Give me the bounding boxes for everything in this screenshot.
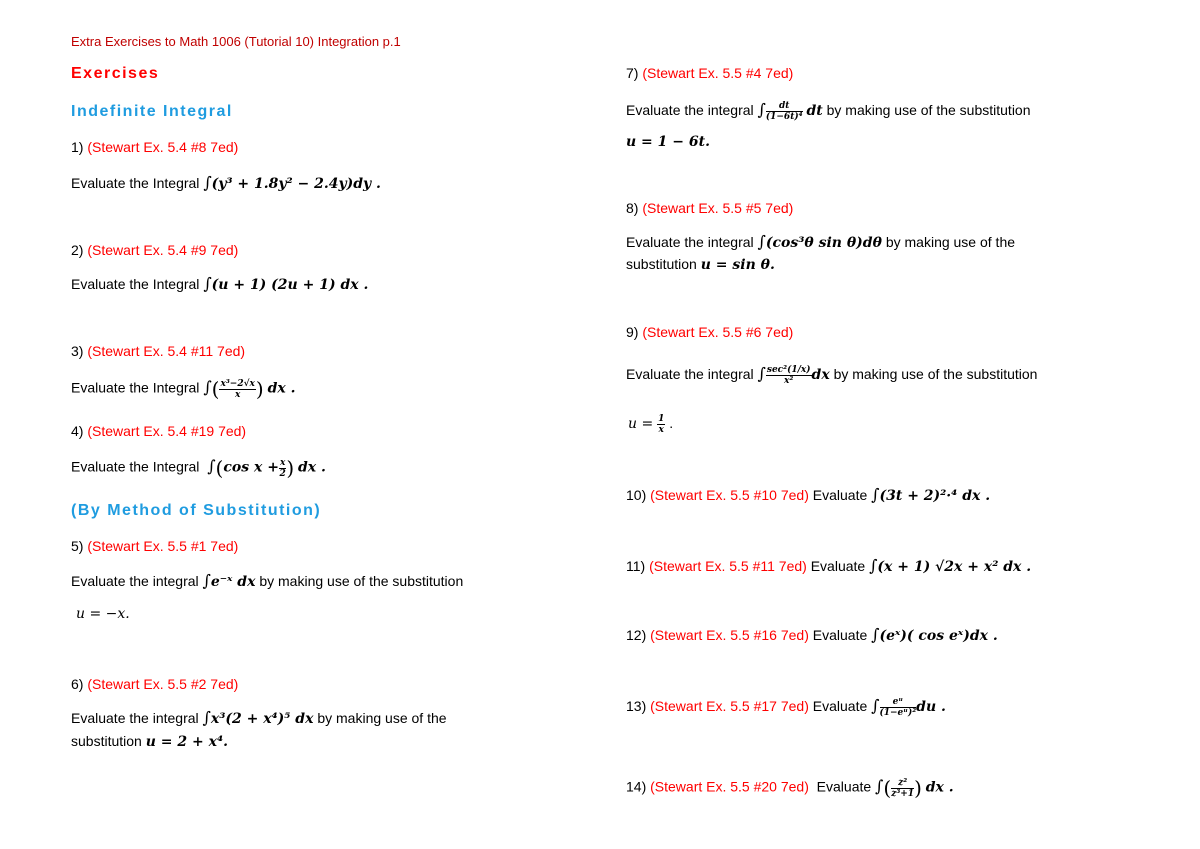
problem-number: 3): [71, 343, 84, 359]
problem-5-substitution: u = −x.: [76, 606, 130, 622]
problem-reference: (Stewart Ex. 5.5 #17 7ed): [650, 698, 809, 714]
problem-1-body: [71, 173, 381, 192]
page-header: Extra Exercises to Math 1006 (Tutorial 10) Integration p.1: [71, 34, 401, 49]
problem-9-heading: [626, 324, 793, 340]
instruction-text: substitution: [71, 733, 142, 749]
problem-number: 13): [626, 698, 647, 714]
problem-number: 6): [71, 676, 84, 692]
instruction-text: Evaluate the integral: [626, 102, 754, 118]
problem-3-heading: [71, 343, 245, 359]
substitution-expression: u = sin θ.: [700, 257, 775, 273]
integral-sign: ∫: [869, 556, 878, 575]
instruction-text: Evaluate the integral: [626, 234, 754, 250]
differential: dx: [811, 367, 830, 383]
integral-sign: ∫: [207, 456, 216, 476]
problem-5-heading: [71, 538, 238, 554]
problem-14: 14) (Stewart Ex. 5.5 #20 7ed) Evaluate ∫( $\frac{\text{z²}}{\text{z³+1}}$ ) dx .: [626, 776, 954, 800]
integral-sign: ∫: [757, 100, 766, 119]
problem-number: 11): [626, 558, 646, 574]
substitution-expression: u = 2 + x⁴.: [145, 734, 228, 750]
problem-5-body: [71, 571, 463, 590]
problem-number: 10): [626, 487, 647, 503]
integral-sign: ∫: [871, 625, 880, 644]
differential: dt: [806, 103, 823, 119]
problem-number: 9): [626, 324, 639, 340]
instruction-text: by making use of the substitution: [259, 573, 464, 589]
instruction-text: Evaluate the integral: [626, 366, 754, 382]
problem-6-body: [71, 708, 447, 727]
instruction-text: Evaluate: [816, 778, 872, 795]
differential: du .: [916, 699, 946, 715]
fraction: $\frac{dt}{\text{(1−6t)⁴}}$: [765, 100, 803, 122]
problem-3-body: Evaluate the Integral ∫( $\frac{\text{x³−2√x}}{x}$ ) dx .: [71, 377, 296, 401]
section-title-exercises: Exercises: [71, 65, 160, 82]
problem-7-heading: [626, 65, 793, 81]
integral-sign: ∫: [757, 364, 766, 383]
problem-reference: (Stewart Ex. 5.4 #11 7ed): [87, 343, 246, 359]
instruction-text: by making use of the substitution: [833, 366, 1038, 382]
problem-reference: (Stewart Ex. 5.5 #11 7ed): [649, 558, 807, 574]
integral-sign: ∫: [203, 173, 212, 192]
instruction-text: Evaluate the Integral: [71, 276, 200, 292]
problem-2-body: [71, 274, 368, 293]
instruction-text: Evaluate: [810, 558, 866, 574]
instruction-text: Evaluate: [812, 627, 868, 643]
integral-sign: ∫: [875, 776, 884, 796]
problem-8-body: [626, 232, 1015, 251]
integrand: (3t + 2)²·⁴ dx .: [879, 488, 991, 504]
integrand: cos x +: [223, 459, 279, 476]
problem-number: 14): [626, 778, 647, 795]
section-title-indefinite: Indefinite Integral: [71, 103, 233, 120]
problem-6-heading: [71, 676, 238, 692]
problem-7-body: [626, 100, 1031, 122]
problem-4-heading: [71, 423, 246, 439]
instruction-text: Evaluate the integral: [71, 573, 199, 589]
problem-reference: (Stewart Ex. 5.5 #4 7ed): [642, 65, 794, 81]
integral-sign: ∫: [202, 571, 211, 590]
integral-sign: ∫: [202, 708, 211, 727]
instruction-text: Evaluate the Integral: [71, 379, 200, 396]
integrand: (x + 1) √2x + x² dx .: [877, 559, 1032, 575]
fraction: $\frac{\text{sec²(1/x)}}{\text{x²}}$: [766, 364, 811, 386]
integrand: (u + 1) (2u + 1) dx .: [211, 277, 369, 293]
fraction: $\frac{1}{x}$: [658, 414, 665, 435]
problem-number: 1): [71, 139, 84, 155]
integrand: (y³ + 1.8y² − 2.4y)dy .: [211, 176, 381, 192]
problem-reference: (Stewart Ex. 5.5 #10 7ed): [650, 487, 809, 503]
integrand: (eˣ)( cos eˣ)dx .: [879, 628, 998, 644]
instruction-text: Evaluate: [812, 487, 868, 503]
problem-reference: (Stewart Ex. 5.5 #16 7ed): [650, 627, 809, 643]
integral-sign: ∫: [203, 274, 212, 293]
section-title-substitution: (By Method of Substitution): [71, 502, 322, 519]
problem-number: 8): [626, 200, 639, 216]
problem-11: [626, 556, 1031, 575]
problem-8-heading: [626, 200, 793, 216]
problem-1-heading: [71, 139, 238, 155]
instruction-text: Evaluate the Integral: [71, 458, 200, 475]
problem-10: [626, 485, 990, 504]
instruction-text: Evaluate: [812, 698, 868, 714]
problem-number: 7): [626, 65, 639, 81]
period: .: [669, 415, 674, 432]
problem-reference: (Stewart Ex. 5.5 #6 7ed): [642, 324, 794, 340]
problem-reference: (Stewart Ex. 5.4 #8 7ed): [87, 139, 239, 155]
problem-7-substitution: u = 1 − 6t.: [626, 134, 710, 150]
fraction: $\frac{\text{x³−2√x}}{x}$: [220, 378, 255, 400]
problem-reference: (Stewart Ex. 5.4 #9 7ed): [87, 242, 239, 258]
instruction-text: by making use of the substitution: [826, 102, 1031, 118]
problem-number: 5): [71, 538, 84, 554]
problem-6-substitution: [71, 733, 228, 750]
fraction: $\frac{\text{z²}}{\text{z³+1}}$: [891, 777, 915, 799]
problem-reference: (Stewart Ex. 5.5 #20 7ed): [650, 778, 809, 795]
integrand: (cos³θ sin θ)dθ: [765, 235, 882, 251]
problem-reference: (Stewart Ex. 5.5 #2 7ed): [87, 676, 239, 692]
instruction-text: substitution: [626, 256, 697, 272]
integrand: x³(2 + x⁴)⁵ dx: [210, 711, 314, 727]
problem-2-heading: [71, 242, 238, 258]
problem-reference: (Stewart Ex. 5.5 #1 7ed): [87, 538, 239, 554]
fraction: $\frac{x}{2}$: [279, 457, 286, 479]
problem-9-body: [626, 364, 1037, 386]
integrand: e⁻ˣ dx: [210, 574, 256, 590]
problem-number: 12): [626, 627, 647, 643]
instruction-text: Evaluate the Integral: [71, 175, 200, 191]
problem-reference: (Stewart Ex. 5.5 #5 7ed): [642, 200, 794, 216]
problem-8-substitution: [626, 256, 775, 273]
differential: dx .: [267, 380, 296, 397]
problem-9-substitution: [628, 414, 673, 435]
integral-sign: ∫: [203, 377, 212, 397]
integral-sign: ∫: [871, 485, 880, 504]
integral-sign: ∫: [871, 696, 880, 715]
problem-reference: (Stewart Ex. 5.4 #19 7ed): [87, 423, 247, 439]
instruction-text: by making use of the: [885, 234, 1016, 250]
differential: dx .: [925, 779, 954, 796]
problem-4-body: Evaluate the Integral ∫(cos x + $\frac{x}{2}$ ) dx .: [71, 456, 326, 480]
integral-sign: ∫: [757, 232, 766, 251]
problem-13: [626, 696, 946, 718]
instruction-text: by making use of the: [317, 710, 447, 726]
substitution-expression: u =: [628, 416, 654, 433]
differential: dx .: [298, 459, 326, 476]
fraction: $\frac{\text{eᵘ}}{\text{(1−eᵘ)²}}$: [879, 696, 917, 718]
instruction-text: Evaluate the integral: [71, 710, 199, 726]
problem-12: [626, 625, 998, 644]
problem-number: 4): [71, 423, 84, 439]
problem-number: 2): [71, 242, 84, 258]
